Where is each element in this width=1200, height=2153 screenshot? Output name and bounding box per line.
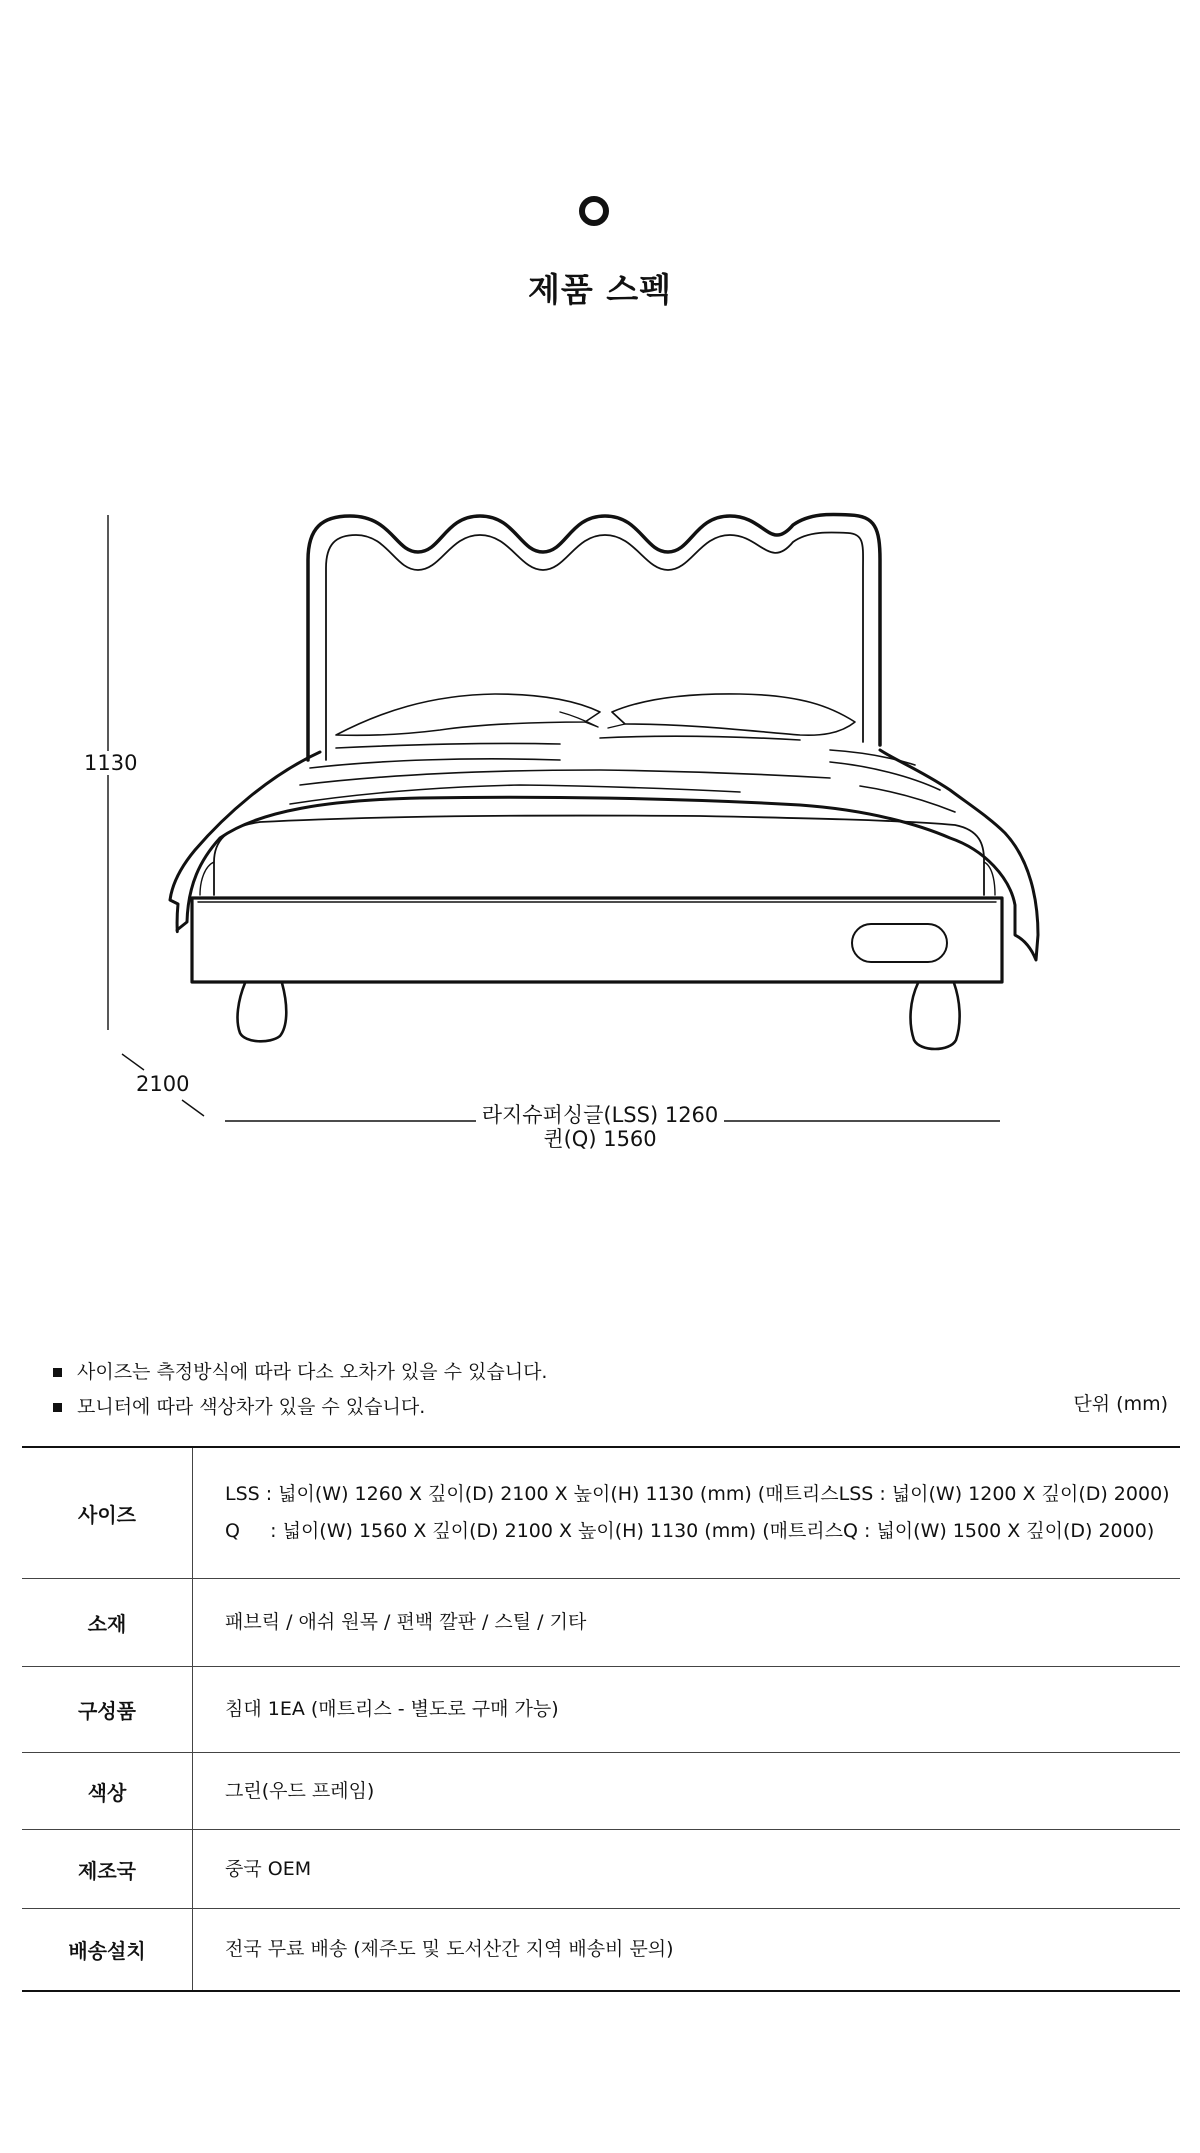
height-label: 1130 bbox=[84, 751, 138, 775]
pillow-right bbox=[612, 694, 855, 735]
spec-label: 사이즈 bbox=[22, 1448, 193, 1578]
width-label-q: 퀸(Q) 1560 bbox=[537, 1127, 662, 1151]
leg-left bbox=[238, 983, 287, 1041]
duvet-outline bbox=[170, 750, 1038, 960]
spec-label: 배송설치 bbox=[22, 1909, 193, 1990]
pillow-left bbox=[336, 694, 600, 735]
spec-label: 소재 bbox=[22, 1579, 193, 1666]
spec-value-line: 침대 1EA (매트리스 - 별도로 구매 가능) bbox=[225, 1698, 559, 1720]
note-text: 사이즈는 측정방식에 따라 다소 오차가 있을 수 있습니다. bbox=[77, 1361, 548, 1383]
depth-dimension-tick-top bbox=[122, 1054, 144, 1070]
spec-row-components bbox=[22, 1667, 1180, 1753]
spec-value bbox=[193, 1830, 1180, 1908]
spec-value bbox=[193, 1753, 1180, 1829]
spec-value-line: LSS : 넓이(W) 1260 X 깊이(D) 2100 X 높이(H) 1130 (mm) (매트리스LSS : 넓이(W) 1200 X 깊이(D) 2000) bbox=[225, 1483, 1170, 1505]
notes-list bbox=[52, 1355, 547, 1425]
note-item bbox=[52, 1355, 547, 1390]
mattress-side-left bbox=[200, 862, 214, 895]
page-title: 제품 스펙 bbox=[527, 270, 672, 309]
pillow-right-fold bbox=[608, 712, 625, 728]
spec-label: 색상 bbox=[22, 1753, 193, 1829]
pillow-left-fold bbox=[560, 712, 598, 727]
frame-handle bbox=[852, 924, 947, 962]
bullet-icon bbox=[53, 1368, 62, 1377]
circle-mark bbox=[579, 196, 609, 226]
bed-frame bbox=[192, 898, 1002, 982]
spec-value-line: 중국 OEM bbox=[225, 1857, 312, 1880]
depth-label: 2100 bbox=[136, 1072, 190, 1096]
spec-value-line: 전국 무료 배송 (제주도 및 도서산간 지역 배송비 문의) bbox=[225, 1938, 674, 1960]
blanket-fold-8 bbox=[600, 736, 800, 740]
width-label bbox=[0, 1103, 1200, 1151]
spec-value bbox=[193, 1909, 1180, 1990]
blanket-fold-1 bbox=[336, 743, 560, 748]
mattress bbox=[214, 816, 984, 895]
spec-value-line: 그린(우드 프레임) bbox=[225, 1779, 375, 1802]
width-label-lss: 라지슈퍼싱글(LSS) 1260 bbox=[476, 1103, 725, 1127]
spec-table bbox=[22, 1446, 1180, 1992]
spec-label: 제조국 bbox=[22, 1830, 193, 1908]
spec-value bbox=[193, 1448, 1180, 1578]
leg-right bbox=[911, 983, 960, 1049]
spec-value-line: 패브릭 / 애쉬 원목 / 편백 깔판 / 스틸 / 기타 bbox=[225, 1611, 587, 1633]
blanket-fold-2 bbox=[310, 759, 560, 768]
spec-value bbox=[193, 1579, 1180, 1666]
spec-value bbox=[193, 1667, 1180, 1752]
spec-row-delivery bbox=[22, 1909, 1180, 1990]
spec-row-size bbox=[22, 1448, 1180, 1579]
blanket-fold-6 bbox=[830, 762, 940, 790]
note-item bbox=[52, 1390, 547, 1425]
spec-row-color bbox=[22, 1753, 1180, 1830]
headboard-outline bbox=[308, 514, 880, 760]
spec-row-material bbox=[22, 1579, 1180, 1667]
spec-value-line: Q : 넓이(W) 1560 X 깊이(D) 2100 X 높이(H) 1130 (mm) (매트리스Q : 넓이(W) 1500 X 깊이(D) 2000) bbox=[225, 1520, 1155, 1542]
spec-row-origin bbox=[22, 1830, 1180, 1909]
unit-label: 단위 (mm) bbox=[1073, 1393, 1168, 1415]
bullet-icon bbox=[53, 1403, 62, 1412]
blanket-fold-3 bbox=[300, 770, 830, 785]
note-text: 모니터에 따라 색상차가 있을 수 있습니다. bbox=[77, 1396, 426, 1418]
spec-label: 구성품 bbox=[22, 1667, 193, 1752]
